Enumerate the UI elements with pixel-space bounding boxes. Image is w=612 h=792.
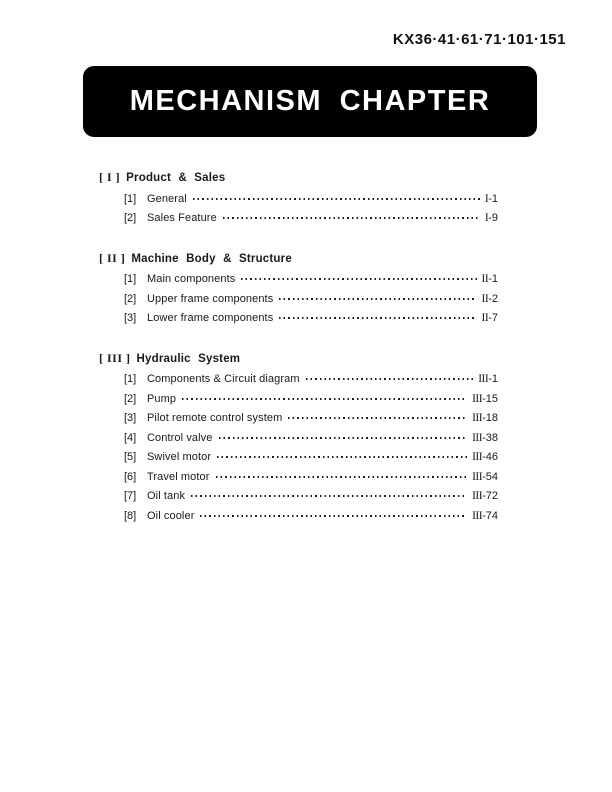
- entry-number: [4]: [124, 431, 137, 444]
- page-roman-numeral: II: [481, 292, 489, 305]
- page-roman-numeral: III: [472, 451, 483, 463]
- entry-label: Oil cooler: [147, 509, 195, 522]
- page-number: -46: [482, 451, 498, 463]
- entry-number: [5]: [124, 451, 137, 463]
- section-title: Hydraulic System: [136, 352, 241, 365]
- page-roman-numeral: III: [478, 373, 489, 385]
- page-roman-numeral: III: [472, 490, 483, 502]
- entry-number: [7]: [124, 490, 137, 502]
- entry-label: Lower frame components: [147, 312, 274, 324]
- entry-number: [3]: [124, 412, 137, 424]
- dotted-leader: [288, 417, 467, 419]
- dotted-leader: [193, 198, 480, 200]
- toc-entry-sales-feature: [99, 207, 498, 227]
- entry-label: Components & Circuit diagram: [147, 373, 300, 385]
- page-number: -18: [482, 412, 498, 424]
- entry-number: [2]: [124, 392, 137, 405]
- dotted-leader: [219, 437, 468, 439]
- page-reference: [472, 388, 498, 410]
- dotted-leader: [279, 317, 476, 319]
- toc-section-product-sales: [99, 168, 498, 227]
- entry-label: Pilot remote control system: [147, 412, 283, 424]
- page-number: -74: [482, 509, 498, 522]
- section-numeral: [ III ]: [99, 350, 131, 365]
- dotted-leader: [191, 495, 467, 497]
- dotted-leader: [216, 476, 468, 478]
- page-number: -1: [488, 373, 498, 385]
- entry-number: [2]: [124, 212, 137, 224]
- entry-label: Control valve: [147, 431, 213, 444]
- toc-entry-travel-motor: [99, 466, 498, 486]
- entry-number: [2]: [124, 292, 137, 305]
- page-number: -9: [488, 212, 498, 224]
- page-roman-numeral: III: [472, 509, 483, 522]
- page-roman-numeral: II: [481, 312, 489, 324]
- page-roman-numeral: I: [484, 212, 489, 224]
- page-reference: [482, 268, 498, 290]
- page-reference: [478, 368, 498, 390]
- toc-entry-components-circuit: [99, 368, 498, 388]
- entry-label: Upper frame components: [147, 292, 274, 305]
- page-reference: [472, 427, 498, 449]
- toc-entry-lower-frame: [99, 307, 498, 327]
- toc-entry-oil-cooler: [99, 505, 498, 525]
- page-number: -72: [482, 490, 498, 502]
- page-roman-numeral: I: [484, 192, 489, 205]
- section-header: [99, 349, 498, 369]
- page-number: -7: [488, 312, 498, 324]
- entry-label: Main components: [147, 273, 236, 285]
- chapter-title: MECHANISM CHAPTER: [129, 85, 491, 117]
- page-number: -1: [488, 192, 498, 205]
- page-roman-numeral: III: [472, 412, 483, 424]
- entry-label: Oil tank: [147, 490, 186, 502]
- entry-label: General: [147, 192, 187, 205]
- entry-label: Sales Feature: [147, 212, 217, 224]
- toc-entry-control-valve: [99, 427, 498, 447]
- toc-entry-pump: [99, 388, 498, 408]
- section-numeral: [ II ]: [99, 250, 126, 265]
- dotted-leader: [279, 298, 476, 300]
- page-reference: [482, 288, 498, 310]
- toc-entry-general: [99, 188, 498, 208]
- page-reference: [472, 485, 498, 507]
- page-reference: [472, 466, 498, 488]
- page-reference: [482, 307, 498, 329]
- toc-section-machine-body: [99, 249, 498, 327]
- section-title: Product & Sales: [126, 172, 226, 184]
- dotted-leader: [241, 278, 476, 280]
- page-roman-numeral: II: [481, 273, 489, 285]
- toc-section-hydraulic-system: [99, 349, 498, 525]
- entry-number: [1]: [124, 192, 137, 205]
- toc-entry-oil-tank: [99, 485, 498, 505]
- toc-entry-pilot-remote-control: [99, 407, 498, 427]
- entry-number: [1]: [124, 373, 137, 385]
- page-number: -54: [482, 470, 498, 483]
- dotted-leader: [223, 217, 480, 219]
- dotted-leader: [182, 398, 467, 400]
- entry-number: [3]: [124, 312, 137, 324]
- entry-number: [1]: [124, 273, 137, 285]
- model-code-header: KX36·41·61·71·101·151: [392, 31, 566, 48]
- section-header: [99, 168, 498, 188]
- dotted-leader: [217, 456, 467, 458]
- page-reference: [485, 188, 498, 210]
- entry-number: [8]: [124, 509, 137, 522]
- entry-label: Pump: [147, 392, 177, 405]
- section-title: Machine Body & Structure: [131, 252, 292, 265]
- page-reference: [485, 207, 498, 229]
- entry-label: Swivel motor: [147, 451, 212, 463]
- page-reference: [472, 407, 498, 429]
- page-reference: [472, 505, 498, 527]
- section-header: [99, 249, 498, 269]
- table-of-contents: [99, 168, 498, 524]
- page-roman-numeral: III: [472, 470, 483, 483]
- page-number: -1: [488, 273, 498, 285]
- section-numeral: [ I ]: [99, 170, 121, 184]
- page-roman-numeral: III: [472, 431, 483, 444]
- toc-entry-main-components: [99, 268, 498, 288]
- page-number: -2: [488, 292, 498, 305]
- page-number: -38: [482, 431, 498, 444]
- dotted-leader: [306, 378, 474, 380]
- toc-entry-swivel-motor: [99, 446, 498, 466]
- page-reference: [472, 446, 498, 468]
- dotted-leader: [200, 515, 467, 517]
- page-roman-numeral: III: [472, 392, 483, 405]
- entry-number: [6]: [124, 470, 137, 483]
- entry-label: Travel motor: [147, 470, 210, 483]
- page-number: -15: [482, 392, 498, 405]
- chapter-title-banner: [83, 66, 537, 137]
- toc-entry-upper-frame: [99, 288, 498, 308]
